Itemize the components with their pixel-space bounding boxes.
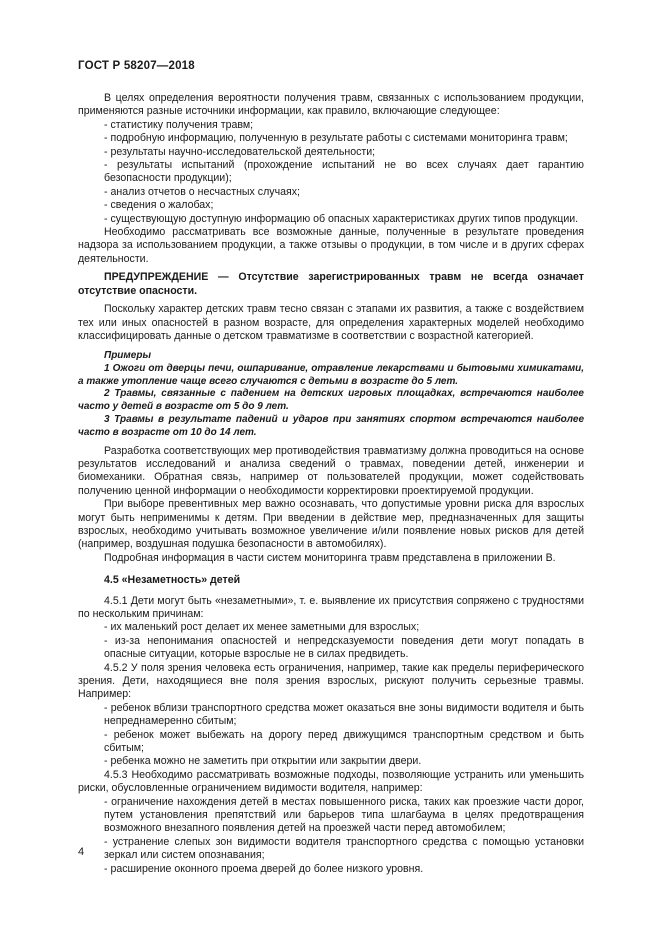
list-item: - анализ отчетов о несчастных случаях;: [104, 185, 300, 198]
list-item: - устранение слепых зон видимости водителя транспортного средства с помощью установки зеркал или систем опознавания;: [104, 835, 584, 862]
list-item: - расширение оконного проема дверей до более низкого уровня.: [104, 862, 424, 875]
list-item: - ограничение нахождения детей в местах повышенного риска, таких как проезжие части дорог, путем установления препятствий или барьеров типа шлагбаума в целях предотвращения возможного внезапного появления детей на проезжей части перед автомобилем;: [104, 795, 584, 835]
list-item: - их маленький рост делает их менее заметными для взрослых;: [104, 621, 420, 634]
example-item: 3 Травмы в результате падений и ударов при занятиях спортом встречаются наиболее часто в возрасте от 10 до 14 лет.: [78, 413, 584, 438]
example-item: 2 Травмы, связанные с падением на детских игровых площадках, встречаются наиболее часто у детей в возрасте от 5 до 9 лет.: [78, 388, 584, 413]
list-item: - ребенок вблизи транспортного средства может оказаться вне зоны видимости водителя и быть непреднамеренно сбитым;: [104, 701, 584, 728]
list-item: - результаты испытаний (прохождение испытаний не во всех случаях дает гарантию безопасности продукции);: [104, 159, 584, 185]
intro-paragraph: В целях определения вероятности получения травм, связанных с использованием продукции, применяются разные источники информации, как правило, включающие следующее:: [78, 92, 584, 118]
list-item: - ребенка можно не заметить при открытии или закрытии двери.: [104, 755, 422, 768]
list-item: - результаты научно-исследовательской деятельности;: [104, 145, 376, 158]
paragraph: 4.5.3 Необходимо рассматривать возможные подходы, позволяющие устранить или уменьшить риски, обусловленные ограничением видимости водителя, например:: [78, 768, 584, 795]
list-item: - подробную информацию, полученную в результате работы с системами мониторинга травм;: [104, 132, 568, 145]
list-item: - из-за непонимания опасностей и непредсказуемости поведения дети могут попадать в опасные ситуации, которые взрослые не в силах предвидеть.: [104, 634, 584, 661]
list-item: - статистику получения травм;: [104, 118, 254, 131]
document-header: ГОСТ Р 58207—2018: [78, 60, 195, 72]
paragraph: Поскольку характер детских травм тесно связан с этапами их развития, а также с воздействием тех или иных опасностей в разном возрасте, для определения характерных моделей необходимо классифицировать данные о детском травматизме в соответствии с возрастной категорией.: [78, 303, 584, 342]
example-item: 1 Ожоги от дверцы печи, ошпаривание, отравление лекарствами и бытовыми химикатами, а также утопление чаще всего случаются с детьми в возрасте до 5 лет.: [78, 362, 584, 387]
paragraph: 4.5.1 Дети могут быть «незаметными», т. е. выявление их присутствия сопряжено с трудностями по нескольким причинам:: [78, 594, 584, 620]
section-heading: 4.5 «Незаметность» детей: [104, 574, 241, 587]
warning-note: ПРЕДУПРЕЖДЕНИЕ — Отсутствие зарегистрированных травм не всегда означает отсутствие опасности.: [78, 271, 584, 297]
paragraph: При выборе превентивных мер важно осознавать, что допустимые уровни риска для взрослых могут быть неприменимы к детям. При введении в действие мер, предназначенных для защиты взрослых, необходимо учитывать возможное увеличение и/или появление новых рисков для детей (например, воздушная подушка безопасности в автомобилях).: [78, 498, 584, 551]
list-item: - сведения о жалобах;: [104, 199, 214, 212]
page-content: [78, 92, 584, 876]
list-item: - существующую доступную информацию об опасных характеристиках других типов продукции.: [104, 212, 579, 225]
list-item: - ребенок может выбежать на дорогу перед движущимся транспортным средством и быть сбитым;: [104, 728, 584, 755]
page-number: 4: [78, 846, 85, 858]
paragraph: Разработка соответствующих мер противодействия травматизму должна проводиться на основе результатов исследований и анализа сведений о травмах, поведении детей, инженерии и биомеханики. Обратная связь, например от пользователей продукции, может содействовать получению ценной информации о необходимости корректировки проектируемой продукции.: [78, 444, 584, 497]
paragraph: Необходимо рассматривать все возможные данные, полученные в результате проведения надзора за использованием продукции, а также отзывы о продукции, в том числе и в других сферах деятельности.: [78, 226, 584, 265]
paragraph: Подробная информация в части систем мониторинга травм представлена в приложении В.: [104, 551, 556, 564]
examples-title: Примеры: [104, 350, 152, 362]
paragraph: 4.5.2 У поля зрения человека есть ограничения, например, такие как пределы периферического зрения. Дети, находящиеся вне поля зрения взрослых, рискуют получить серьезные травмы. Например:: [78, 661, 584, 701]
